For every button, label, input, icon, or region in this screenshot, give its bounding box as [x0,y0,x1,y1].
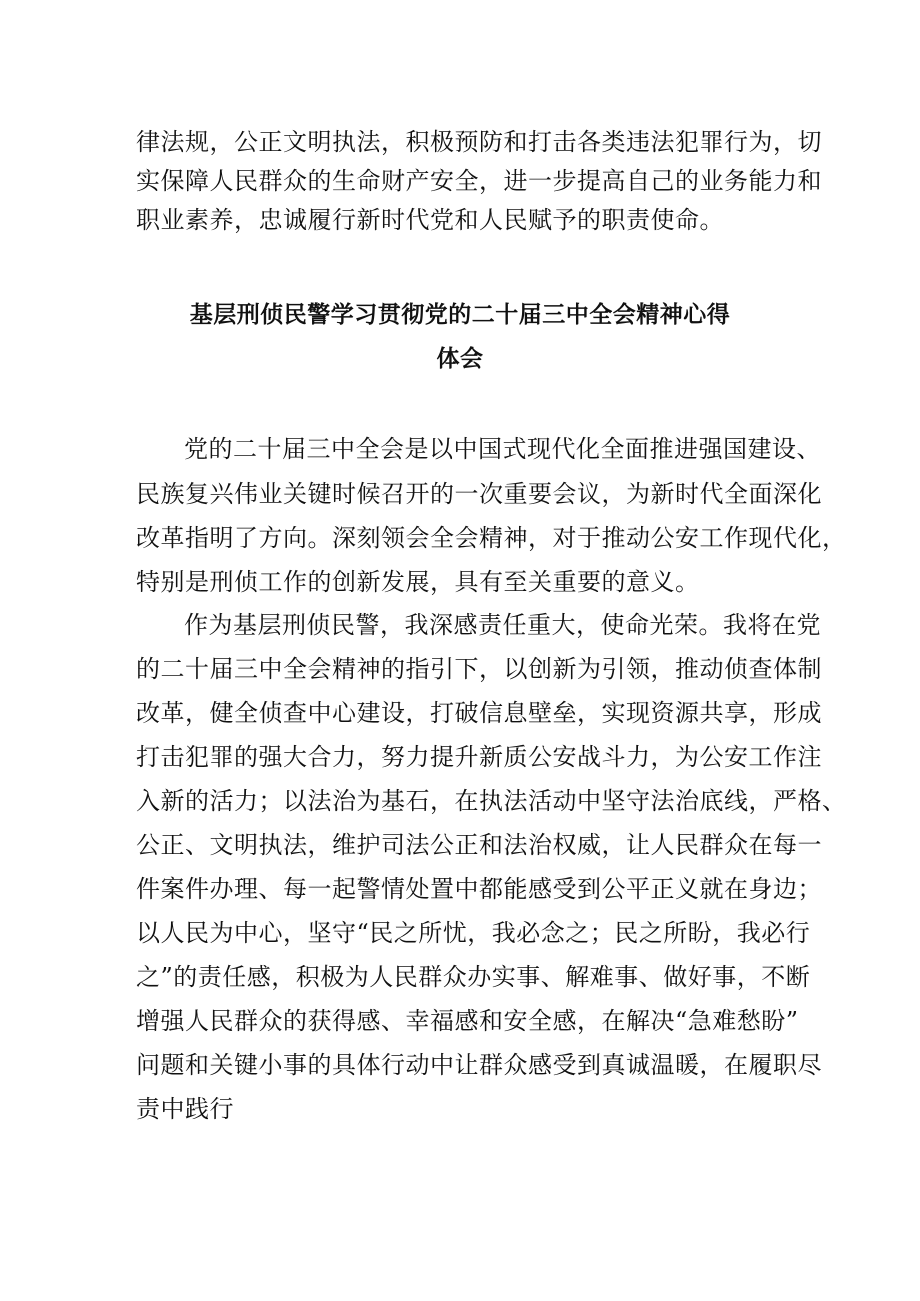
paragraph2-line-7: 件案件办理、每一起警情处置中都能感受到公平正义就在身边； [136,875,822,903]
paragraph2-line-11: 问题和关键小事的具体行动中让群众感受到真诚温暖，在履职尽 [136,1051,822,1079]
paragraph1-line-1: 党的二十届三中全会是以中国式现代化全面推进强国建设、 [184,435,821,463]
paragraph2-line-3: 改革，健全侦查中心建设，打破信息壁垒，实现资源共享，形成 [136,699,822,727]
article-title-line-2: 体会 [436,346,484,372]
paragraph2-line-2: 的二十届三中全会精神的指引下，以创新为引领，推动侦查体制 [136,655,822,683]
paragraph2-line-10: 增强人民群众的获得感、幸福感和安全感，在解决“急难愁盼” [136,1007,799,1035]
intro-line-1: 律法规，公正文明执法，积极预防和打击各类违法犯罪行为，切 [136,128,822,156]
paragraph1-line-4: 特别是刑侦工作的创新发展，具有至关重要的意义。 [136,568,700,596]
paragraph2-line-9: 之”的责任感，积极为人民群众办实事、解难事、做好事，不断 [136,963,811,991]
paragraph2-line-5: 入新的活力；以法治为基石，在执法活动中坚守法治底线，严格、 [136,787,847,815]
intro-line-3: 职业素养，忠诚履行新时代党和人民赋予的职责使命。 [136,206,724,234]
paragraph1-line-2: 民族复兴伟业关键时候召开的一次重要会议，为新时代全面深化 [136,480,822,508]
paragraph2-line-8: 以人民为中心，坚守“民之所忧，我必念之；民之所盼，我必行 [136,919,811,947]
paragraph2-line-4: 打击犯罪的强大合力，努力提升新质公安战斗力，为公安工作注 [136,743,822,771]
article-title-line-1: 基层刑侦民警学习贯彻党的二十届三中全会精神心得 [189,302,731,328]
intro-line-2: 实保障人民群众的生命财产安全，进一步提高自己的业务能力和 [136,167,822,195]
paragraph2-line-1: 作为基层刑侦民警，我深感责任重大，使命光荣。我将在党 [184,611,821,639]
paragraph2-line-12: 责中践行 [136,1095,234,1123]
paragraph1-line-3: 改革指明了方向。深刻领会全会精神，对于推动公安工作现代化， [136,524,847,552]
paragraph2-line-6: 公正、文明执法，维护司法公正和法治权威，让人民群众在每一 [136,831,822,859]
